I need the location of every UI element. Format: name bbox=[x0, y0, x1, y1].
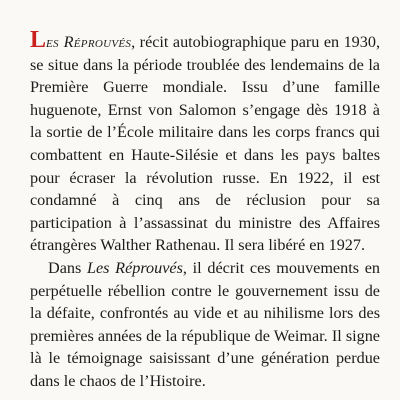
title-rest: es Réprouvés bbox=[46, 33, 132, 51]
paragraph-1-text: , récit autobiographique paru en 1930, se situe dans la période troublée des lendemains de la Première Guerre mondiale. Issu d’une famille huguenote, Ernst von Salomon s’engage dès 1918 à la sortie de l’École militaire dans les corps francs qui combattent en Haute-Silésie et dans les pays baltes pour écraser la révolution russe. En 1922, il est condamné à cinq ans de réclusion pour sa participation à l’assassinat du ministre des Affaires étrangères Walther Rathenau. Il sera libéré en 1927. bbox=[30, 33, 380, 255]
paragraph-2-lead: Dans bbox=[48, 258, 87, 277]
book-title bbox=[30, 27, 132, 53]
title-initial: L bbox=[30, 27, 47, 53]
paragraph-2-text: , il décrit ces mouvements en perpétuelle rébellion contre le gouvernement issu de la défaite, confrontés au vide et au nihilisme lors des premières années de la république de Weimar. Il signe là le témoignage saisissant d’une génération perdue dans le chaos de l’Histoire. bbox=[30, 258, 380, 390]
paragraph-1 bbox=[30, 27, 380, 257]
paragraph-2-book-title: Les Réprouvés bbox=[86, 258, 183, 277]
paragraph-2 bbox=[30, 257, 380, 393]
